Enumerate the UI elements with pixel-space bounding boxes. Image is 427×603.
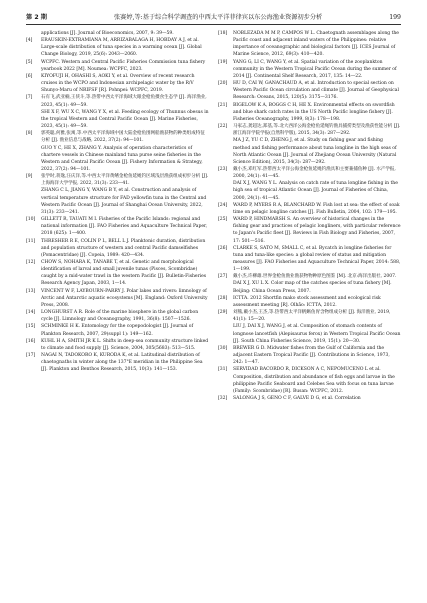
reference-text: SHI X F, WU X C, WANG Y X, et al. Feeding ecology of Thunnus obesus in the tropical Western and Central Pacific Ocean [J]. Marine Fisheries, 2023, 45(1): 49—59. [41,109,209,130]
right-column [218,30,401,402]
reference-text: LIU J, DAI X J, WANG J, et al. Composition of stomach contents of longnose lancetfish (Alepisaurus ferox) in Western Tropical Pacific Ocean [J]. South China Fisheries Science, 2019, 15(1): 20—30. [233,324,401,344]
reference-number: [16] [26,338,36,344]
reference-text: WCPFC. Western and Central Pacific Fisheries Commission tuna fishery yearbook 2022 [M]. Noumea: WCPFC, 2023. [41,59,206,72]
reference-number: [8] [26,131,33,137]
reference-entry [218,59,401,80]
reference-entry [218,123,401,137]
reference-entry [26,94,209,108]
reference-number: [26] [218,245,228,251]
reference-text: YANG G, LI C, WANG Y, et al. Spatial variation of the zooplankton community in the Western Tropical Pacific Ocean during the summer of 2014 [J]. Continental Shelf Research, 2017, 135: 14—22. [233,59,397,79]
reference-text: HU D, CAI W, GANACHAUD A, et al. Introduction to special section on Western Pacific Ocean circulation and climate [J]. Journal of Geophysical Research: Oceans, 2015, 120(5): 3175—3176. [233,81,399,101]
reference-number: [9] [26,174,33,180]
reference-entry [26,187,209,216]
reference-entry [26,73,209,94]
reference-text: ERAUSKIN-EXTRAMIANA M, ARRIZABALAGA H, HOBDAY A J, et al. Large-scale distribution of tuna species in a warming ocean [J]. Global Change Biology, 2019, 25(6): 2043—2060. [41,38,202,58]
reference-text: 戴小杰,许柳雄.世界金枪鱼渔业渔获物物种原色图鉴 [M]. 北京:海洋出版社, 2007. [233,274,397,280]
reference-entry [26,323,209,337]
reference-text: NOBLEZADA M M P, CAMPOS W L. Chaetognath assemblages along the Pacific coast and adjacent inland waters of the Philippines: relative importance of oceanographic and biological factors [J]. ICES Journal of Marine Science, 2012, 69(3): 410—420. [233,31,399,58]
reference-number: [27] [218,274,228,280]
reference-entry [218,30,401,59]
page-number: 199 [389,14,401,21]
reference-text: 马家志,龚超达,郑基,等.北大西洋公海金枪鱼延绳钓渔具捕捞类型及渔获性能分析 [J]. 浙江海洋学院学报(自然科学版), 2015, 34(3): 287—292. [233,124,401,137]
reference-number: [24] [218,202,228,208]
reference-entry [26,259,209,288]
reference-number: [5] [26,59,33,65]
reference-text: BREWER G D. Midwater fishes from the Gulf of California and the adjacent Eastern Tropical Pacific [J]. Contributions in Science, 1973, 242: 1—47. [233,345,390,366]
reference-number: [32] [218,395,228,401]
reference-entry [218,280,401,294]
reference-continuation: applications [J]. Journal of Bioeconomics, 2007, 9: 39—59. [41,31,174,36]
reference-number: [22] [218,124,228,130]
reference-text: 刘熊,戴小杰,王杰,等.热带西太平洋帆蜥鱼胃含物组成分析 [J]. 海洋渔业, 2019, 41(1): 15—20. [233,310,391,323]
reference-entry [26,37,209,58]
left-column [26,30,209,402]
reference-text: GILLETT R, TAUATI M I. Fisheries of the Pacific Islands: regional and national information [J]. FAO Fisheries and Aquaculture Technical Paper, 2018 (625): 1—400. [41,217,208,237]
reference-entry [218,180,401,201]
reference-entry [218,202,401,216]
reference-text: 张学时,蒋逸,汪庆洋,等.中西太平洋黄鳍金枪鱼延绳钓区域浅层渔获组成初步分析 [J]. 上海海洋大学学报, 2022, 31(3): 233—41. [41,174,209,187]
issue-label: 第 2 期 [26,14,47,21]
reference-number: [11] [26,238,36,244]
reference-text: NAGAI N, TADOKORO K, KURODA K, et al. Latitudinal distribution of chaetognaths in winter along the 137°E meridian in the Philippine Sea [J]. Plankton and Benthos Research, 2015, 10(3): 141—153. [41,353,203,373]
reference-text: SERVIDAD BACORDO R, DICKSON A C, NEPOMUCENO L et al. Composition, distribution and abundance of fish eggs and larvae in the philippine Pacific Seaboard and Celebes Sea with focus on tuna larvae (Family: Scombridae) [R]. Busan: WCPFC, 2012. [233,367,395,394]
reference-entry [218,80,401,101]
reference-entry [26,352,209,373]
reference-entry [218,216,401,245]
reference-number [26,187,41,216]
running-header [26,14,401,25]
reference-number: [4] [26,38,33,44]
reference-number: [10] [26,217,36,223]
running-title: 张赛婷,等:基于综合科学调查的中西太平洋菲律宾以东公海渔业资源初步分析 [113,14,323,21]
reference-entry [26,173,209,187]
reference-entry [218,295,401,309]
reference-text: MA J Z, YU C D, ZHENG J, et al. Study on fishing gear and fishing method and fishing performance about tuna longline in the high seas of North Atlantic Ocean [J]. Journal of Zhejiang Ocean University (Natural Science Edition), 2015, 34(3): 287—292. [233,138,397,165]
reference-entry [26,238,209,259]
reference-number: [20] [218,81,228,87]
reference-number: [6] [26,73,33,79]
reference-text: DAI X J, XU L X. Color map of the catches species of tuna fishery [M]. Beijing: China Ocean Press, 2007. [233,281,392,294]
reference-columns [26,30,401,402]
reference-text: 石有飞,武亚楠,王侠斗,等.热带中西太平洋海域大眼金枪鱼摄食生态学 [J]. 海洋渔业, 2023, 45(1): 49—59. [41,95,207,108]
reference-text: THRESHER R E, COLIN P L, BELL L J. Planktonic duration, distribution and population structure of western and central Pacific damselfishes (Pomacentridae) [J]. Copeia, 1989: 420—434. [41,238,206,258]
reference-number: [25] [218,217,228,223]
reference-entry [218,309,401,323]
reference-entry [26,145,209,174]
reference-text: 郭英聪,何雅,张寓,等.中西太平洋海域中国大陆金枪鱼围网船渔获物的种类组成特征分析 [J]. 渔业信息与战略, 2022, 37(2): 94—101. [41,131,205,144]
reference-number: [28] [218,295,228,301]
reference-number [218,137,233,166]
reference-entry [26,288,209,309]
reference-text: 戴小杰,邓红军.热带西太平洋公海金枪鱼延绳钓渔具和主要兼捕鱼种 [J]. 水产学报, 2000, 24(1): 41—45. [233,166,396,180]
reference-number: [23] [218,166,228,172]
reference-number: [17] [26,353,36,359]
reference-entry [218,245,401,274]
reference-entry [26,130,209,144]
reference-number: [31] [218,367,228,373]
reference-number: [18] [218,31,228,36]
reference-text: KUHL H A, SMITH JR K L. Shifts in deep-sea community structure linked to climate and food supply [J]. Science, 2004, 305(5683): 513—515. [41,338,209,351]
reference-text: SCHMINKE H K. Entomology for the copepodologist [J]. Journal of Plankton Research, 2007, 29(suppl 1): 149—162. [41,324,194,337]
reference-text: DAI X J, WANG Y L. Analysis on catch rate of tuna longline fishing in the high sea of tropical Atlantic Ocean [J]. Journal of Fisheries of China, 2000, 24(1): 41—45. [233,181,398,201]
reference-number: [29] [218,310,228,316]
reference-text: KIYOFUJI H, OHASHI S, AOKI Y, et al. Overview of recent research cruises in the WCPO and Indonesian archipelagic water by the R/V Shunyo-Maru of NRIFSF [R]. Pohnpei: WCPFC, 2019. [41,73,195,94]
reference-text: BIGELOW K A, BOGGS C H, HE X. Environmental effects on swordfish and blue shark catch rates in the US North Pacific longline fishery [J]. Fisheries Oceanography, 1999, 8(3): 178—198. [233,102,395,122]
reference-entry [218,137,401,166]
reference-entry [26,309,209,323]
reference-entry [218,166,401,180]
reference-text: ZHANG C L, JIANG Y, WANG B Y, et al. Construction and analysis of vertical temperature structure for FAD yellowfin tuna in the Central and Western Pacific Ocean [J]. Journal of Shanghai Ocean University, 2022, 31(3): 233—241. [41,188,207,215]
reference-entry [26,59,209,73]
reference-number: [7] [26,95,33,101]
reference-number: [30] [218,345,228,351]
reference-entry [218,323,401,344]
reference-number: [13] [26,288,36,294]
reference-number [218,323,233,344]
reference-entry [218,102,401,123]
reference-number: [19] [218,59,228,65]
reference-text: CHOW S, NOHARA K, TANABE T, et al. Genetic and morphological identification of larval and small juvenile tunas (Pisces, Scombridae) caught by a mid-water trawl in the western Pacific [J]. Bulletin-Fisheries Research Agency Japan, 2003, 1—14. [41,260,207,287]
reference-text: SALONGA J S, GENO C F, GALVE D G, et al. Correlation [233,395,361,401]
reference-number [26,145,41,174]
reference-number: [12] [26,260,36,265]
reference-number [218,180,233,201]
reference-text: LONGHURST A R. Role of the marine biosphere in the global carbon cycle [J]. Limnology and Oceanography, 1991, 36(8): 1507—1526. [41,310,199,323]
reference-entry [26,109,209,130]
reference-text: WARD P, HINDMARSH S. An overview of historical changes in the fishing gear and practices of pelagic longliners, with particular reference to Japan's Pacific fleet [J]. Reviews in Fish Biology and Fisheries, 2007, 17: 501—516. [233,217,401,244]
reference-number: [15] [26,324,36,330]
reference-number: [14] [26,310,36,316]
reference-text: GUO Y C, HE X, ZHANG Y. Analysis of operation characteristics of chartere vessels in Chinese mainland tuna purse seine fisheries in the Western and Central Pacific Ocean [J]. Fishery Information & Strategy, 2022, 37(2): 94—101. [41,145,203,172]
reference-entry [218,345,401,366]
reference-text: CLARKE S, SATO M, SMALL C, et al. Bycatch in longline fisheries for tuna and tuna-like species: a global review of status and mitigation measures [J]. FAO Fisheries and Aquaculture Technical Paper, 2014: 588, 1—199. [233,245,401,273]
reference-entry [218,273,401,280]
reference-entry [218,366,401,395]
reference-entry [26,216,209,237]
reference-number [26,109,41,130]
reference-text: WARD P, MYERS R A, BLANCHARD W. Fish lost at sea: the effect of soak time on pelagic longline catches [J]. Fish Bulletin, 2004, 102: 179—195. [233,202,400,215]
reference-number [218,280,233,294]
reference-entry [26,338,209,352]
reference-text: VINCENT W F, LAYBOURN-PARRY J. Polar lakes and rivers: limnology of Arctic and Antarctic aquatic ecosystems [M]. England: Oxford University Press, 2008. [41,288,208,308]
reference-entry [218,395,401,402]
reference-text: ICTTA. 2012 Shortfin mako stock assessment and ecological risk assessment meeting [R]. Olhão: ICTTA, 2012. [233,295,381,308]
reference-number: [21] [218,102,228,108]
